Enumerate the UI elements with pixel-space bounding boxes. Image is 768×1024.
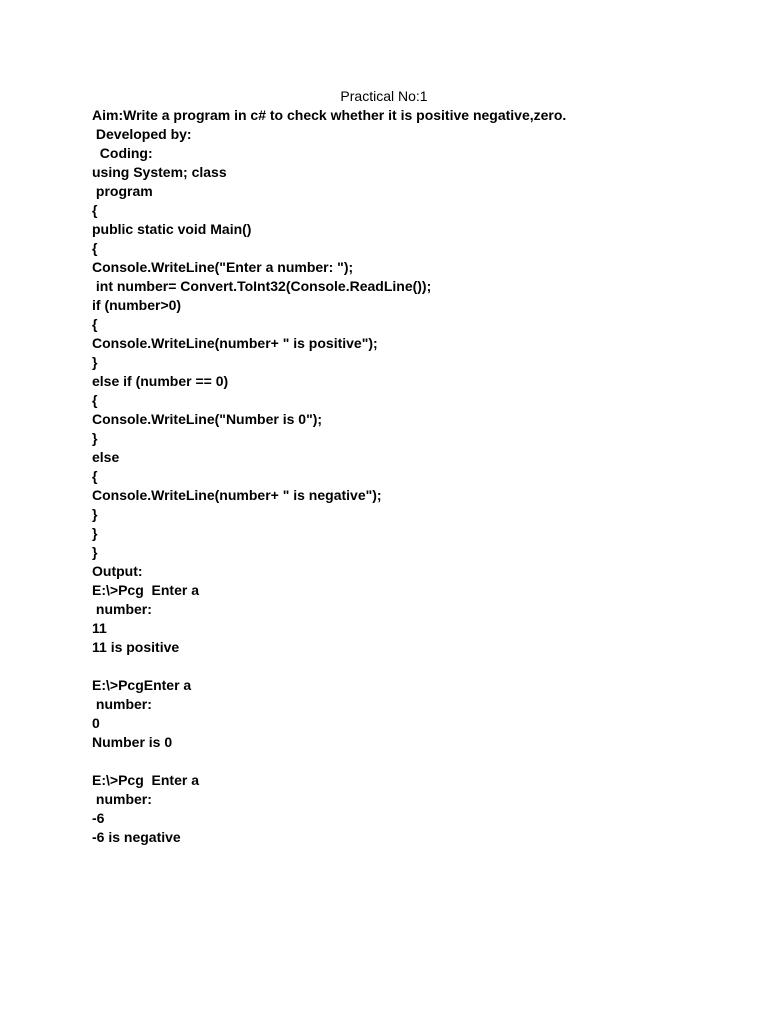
code-line: public static void Main() [92,221,252,237]
code-line: { [92,202,98,218]
blank-line [92,657,732,676]
code-line: } [92,506,98,522]
output-heading: Output: [92,563,143,579]
output-line: E:\>Pcg Enter a [92,582,199,598]
code-line: Console.WriteLine("Enter a number: "); [92,259,354,275]
code-line: if (number>0) [92,297,182,313]
code-line: } [92,430,98,446]
code-line: else [92,449,120,465]
output-line: Number is 0 [92,734,173,750]
blank-line [92,752,732,771]
code-line: { [92,316,98,332]
output-line: number: [92,601,152,617]
code-line: int number= Convert.ToInt32(Console.ReadLine()); [92,278,432,294]
code-line: Console.WriteLine(number+ " is positive"); [92,335,378,351]
output-line: E:\>Pcg Enter a [92,772,199,788]
output-line: number: [92,791,152,807]
document-body [92,106,732,847]
code-line: Console.WriteLine(number+ " is negative"); [92,487,382,503]
code-line: using System; class [92,164,227,180]
code-line: { [92,392,98,408]
coding-heading: Coding: [92,145,153,161]
code-line: } [92,544,98,560]
page-title: Practical No:1 [340,88,428,104]
code-line: { [92,468,98,484]
code-line: else if (number == 0) [92,373,229,389]
output-line: E:\>PcgEnter a [92,677,192,693]
code-line: } [92,525,98,541]
output-line: 11 is positive [92,639,180,655]
code-line: { [92,240,98,256]
output-line: 11 [92,620,107,636]
output-line: 0 [92,715,100,731]
developed-by-line: Developed by: [92,126,192,142]
output-line: -6 [92,810,105,826]
code-line: program [92,183,153,199]
output-line: number: [92,696,152,712]
code-line: } [92,354,98,370]
aim-line: Aim:Write a program in c# to check whether it is positive negative,zero. [92,107,567,123]
output-line: -6 is negative [92,829,181,845]
code-line: Console.WriteLine("Number is 0"); [92,411,323,427]
